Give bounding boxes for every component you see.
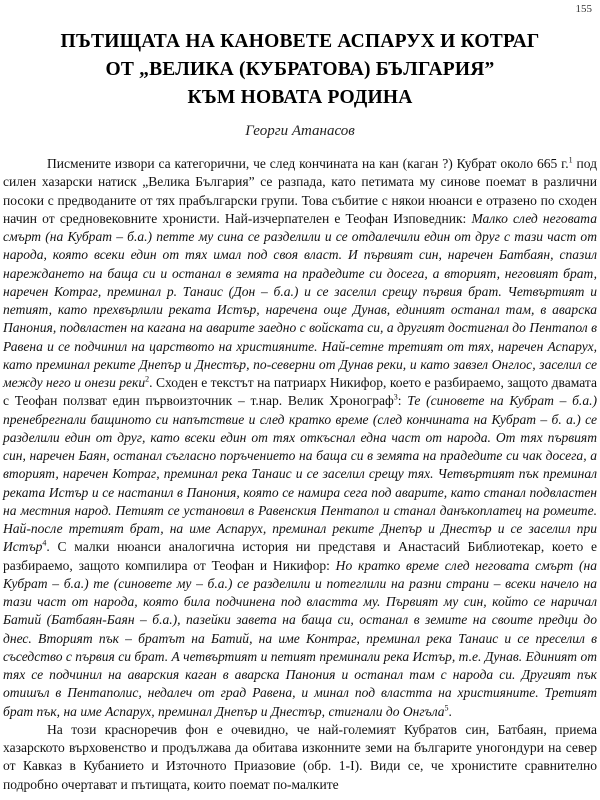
footnote-ref-2: 2 — [145, 374, 150, 384]
footnote-ref-4: 4 — [42, 538, 47, 548]
paragraph-1-text-6: . — [448, 703, 452, 719]
page-number: 155 — [575, 3, 592, 15]
paragraph-1-text-1: Писмените извори са категорични, че след кончината на кан (каган ?) Кубрат около 665 г. — [47, 156, 569, 171]
footnote-ref-3: 3 — [393, 392, 398, 402]
title-line-2: ОТ „ВЕЛИКА (КУБРАТОВА) БЪЛГАРИЯ” — [105, 59, 495, 80]
quote-nikephoros: Те (синовете на Кубрат – б.а.) пренебрегнали бащиното си напътствие и след кратко време (след кончината на Кубрат – б. а.) се разделили един от друг, като всеки един от тях откъснал една част от народа. От тях първият син, наречен Баян, останал съгласно поръчението на баща си в земята на прадедите си чак досега, а вторият, наречен Котраг, преминал река Танаис и се заселил срещу тях. Четвъртият пък преминал реката Истър и се настанил в Панония, която се намира сега под аварите, като станал подвластен на местния народ. Петият се установил в Равенския Пентапол и станал данъкоплатец на ромеите. Най-после третият брат, на име Аспарух, преминал реките Днепър и Днестър и се заселил при Истър — [3, 393, 597, 555]
article-body — [3, 155, 597, 794]
paragraph-1-text-3: . Сходен е текстът на патриарх Никифор, което е разбираемо, защото двамата с Теофан ползват един първоизточник – т.нар. Велик Хронограф — [3, 375, 597, 409]
footnote-ref-5: 5 — [444, 702, 449, 712]
paragraph-2: На този красноречив фон е очевидно, че най-големият Кубратов син, Батбаян, приема хазарското върховенство и продължава да обитава изконните земи на българите уногондури на север от Кавказ в Кубанието и Източното Приазовие (обр. 1-I). Види се, че хронистите сравнително подробно очертават и пътищата, които поемат по-малките — [3, 721, 597, 792]
paragraph-1-text-5: . С малки нюанси аналогична история ни представя и Анастасий Библиотекар, което е разбираемо, защото компилира от Теофан и Никифор: — [3, 539, 597, 573]
title-line-3: КЪМ НОВАТА РОДИНА — [187, 87, 413, 108]
paragraph-1-text-4: : — [397, 393, 408, 409]
article-title — [10, 28, 590, 112]
author-name: Георги Атанасов — [245, 123, 355, 139]
paragraph-1 — [3, 155, 597, 721]
footnote-ref-1: 1 — [568, 155, 573, 165]
title-line-1: ПЪТИЩАТА НА КАНОВЕТЕ АСПАРУХ И КОТРАГ — [60, 31, 540, 52]
paragraph-1-text-2: под силен хазарски натиск „Велика България” се разпада, като петимата му синове поемат в различни посоки с предводаните от тях прабългарски групи. Това събитие с някои нюанси е отразено по сходен начин от средновековните хронисти. Най-изчерпателен е Теофан Изповедник: — [3, 156, 597, 226]
quote-anastasius: Но кратко време след неговата смърт (на Кубрат – б.а.) те (синовете му – б.а.) се разделили и потеглили на разни страни – всеки начело на тази част от народа, която била подчинена под властта му. Първият му син, който се наричал Батий (Батбаян-Баян – б.а.), пазейки завета на баща си, останал в земите на своите предци до днес. Вторият пък – братът на Батий, на име Контраг, преминал река Танаис и се преселил в съседство с първия си брат. А четвъртият и петият преминали река Истър, т.е. Дунав. Единият от тях се подчинил на аварския каган в аварска Панония и останал там с народа си. Другият пък отишъл в Пентаполис, недалеч от град Равена, и минал под властта на християните. Третият брат пък, на име Аспарух, преминал Днепър и Днестър, стигнали до Онгъла — [3, 557, 597, 719]
quote-theophanes: Малко след неговата смърт (на Кубрат – б.а.) петте му сина се разделили и се отдалечили един от друг с тази част от народа, която всеки един от тях имал под своя власт. И първият син, наречен Батбаян, спазил нареждането на бащa си и останал в земята на прадедите си досега, а вторият, неговият брат, наречен Котраг, преминал р. Танаис (Дон – б.а.) и се заселил срещу първия брат. Четвъртият и петият, като прехвърлили реката Истър, наречена още Дунав, единият останал там, в аварска Панония, подвластен на кагана на аварите заедно с войската си, а другият достигнал до Пентапол в Равена и се подчинил на царството на християните. Най-сетне третият от тях, наречен Аспарух, като преминал реките Днепър и Днестър, по-северни от Дунав реки, и като завзел Онглос, заселил се между него и онези реки — [3, 210, 597, 390]
